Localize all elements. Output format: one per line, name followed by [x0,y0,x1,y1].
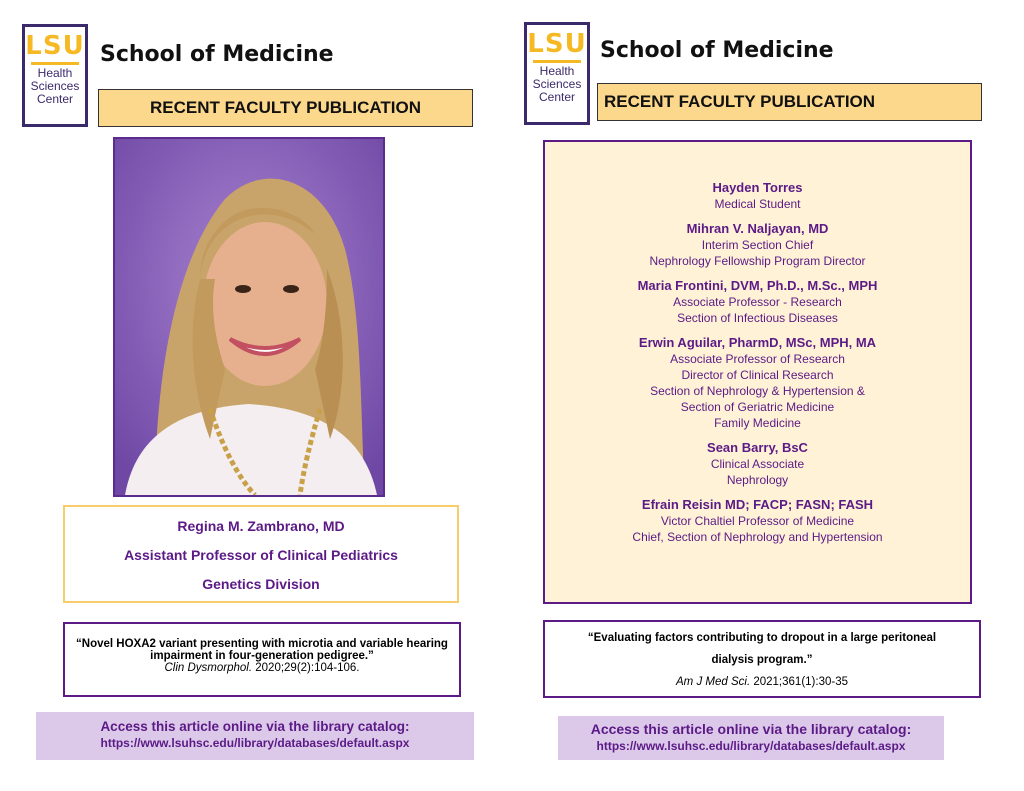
author-affiliation: Section of Nephrology & Hypertension & [650,384,865,398]
author-list [545,180,970,545]
citation-title-line1: “Evaluating factors contributing to dropout in a large peritoneal [587,632,937,644]
author-name: Efrain Reisin MD; FACP; FASN; FASH [641,497,874,512]
citation-box-right [543,620,981,698]
author-affiliation: Nephrology Fellowship Program Director [649,254,866,268]
author-name: Hayden Torres [712,180,803,195]
author-affiliation: Associate Professor - Research [673,295,842,309]
author-affiliation: Director of Clinical Research [681,368,834,382]
faculty-division: Genetics Division [202,576,320,592]
author-affiliation: Clinical Associate [710,457,805,471]
access-banner-left [36,712,474,760]
access-url[interactable]: https://www.lsuhsc.edu/library/databases/default.aspx [100,736,410,750]
author-name: Erwin Aguilar, PharmD, MSc, MPH, MA [638,335,877,350]
author-affiliation: Victor Chaltiel Professor of Medicine [660,514,855,528]
logo-line-1: Health [539,64,575,78]
citation-title-line2: dialysis program.” [711,654,813,666]
access-url[interactable]: https://www.lsuhsc.edu/library/databases/default.aspx [596,739,906,753]
author-affiliation: Section of Geriatric Medicine [680,400,835,414]
author-name: Sean Barry, BsC [707,440,808,455]
school-title-right: School of Medicine [600,38,834,63]
author-entry [545,278,970,326]
citation-title-line1: “Novel HOXA2 variant presenting with microtia and variable hearing [76,638,448,650]
author-entry [545,497,970,545]
author-entry [545,221,970,269]
logo-mark: LSU [25,31,85,61]
citation-journal: Am J Med Sci. [676,676,751,688]
author-affiliation: Interim Section Chief [701,238,814,252]
lsu-logo-right [524,22,590,125]
author-affiliation: Chief, Section of Nephrology and Hypertension [632,530,883,544]
logo-bar [533,60,581,63]
lsu-logo-left [22,24,88,127]
citation-journal: Clin Dysmorphol. [164,662,253,674]
access-text: Access this article online via the library catalog: [590,721,912,737]
logo-line-1: Health [37,66,73,80]
citation-details: 2021;361(1):30-35 [750,676,848,688]
citation-box-left [63,622,461,697]
portrait-image [115,139,383,495]
author-entry [545,335,970,431]
banner-right: RECENT FACULTY PUBLICATION [597,83,982,121]
author-affiliation: Nephrology [726,473,789,487]
logo-line-2: Sciences [532,77,582,91]
access-banner-right [558,716,944,760]
logo-line-3: Center [36,92,74,106]
citation-reference [65,662,459,674]
banner-left: RECENT FACULTY PUBLICATION [98,89,473,127]
logo-line-2: Sciences [30,79,80,93]
school-title-left: School of Medicine [100,42,334,67]
author-list-box [543,140,972,604]
author-entry [545,440,970,488]
author-name: Maria Frontini, DVM, Ph.D., M.Sc., MPH [637,278,878,293]
faculty-info-box [63,505,459,603]
citation-reference [545,676,979,688]
faculty-name: Regina M. Zambrano, MD [177,518,345,534]
logo-mark: LSU [527,29,587,59]
author-affiliation: Medical Student [714,197,801,211]
author-name: Mihran V. Naljayan, MD [686,221,829,236]
logo-line-3: Center [538,90,576,104]
citation-details: 2020;29(2):104-106. [252,662,360,674]
access-text: Access this article online via the library catalog: [100,719,410,734]
author-affiliation: Family Medicine [714,416,801,430]
logo-bar [31,62,79,65]
faculty-title: Assistant Professor of Clinical Pediatrics [124,547,398,563]
author-affiliation: Section of Infectious Diseases [677,311,838,325]
citation-title-line2: impairment in four-generation pedigree.” [150,650,374,662]
author-entry [545,180,970,212]
author-affiliation: Associate Professor of Research [670,352,845,366]
faculty-photo [113,137,385,497]
